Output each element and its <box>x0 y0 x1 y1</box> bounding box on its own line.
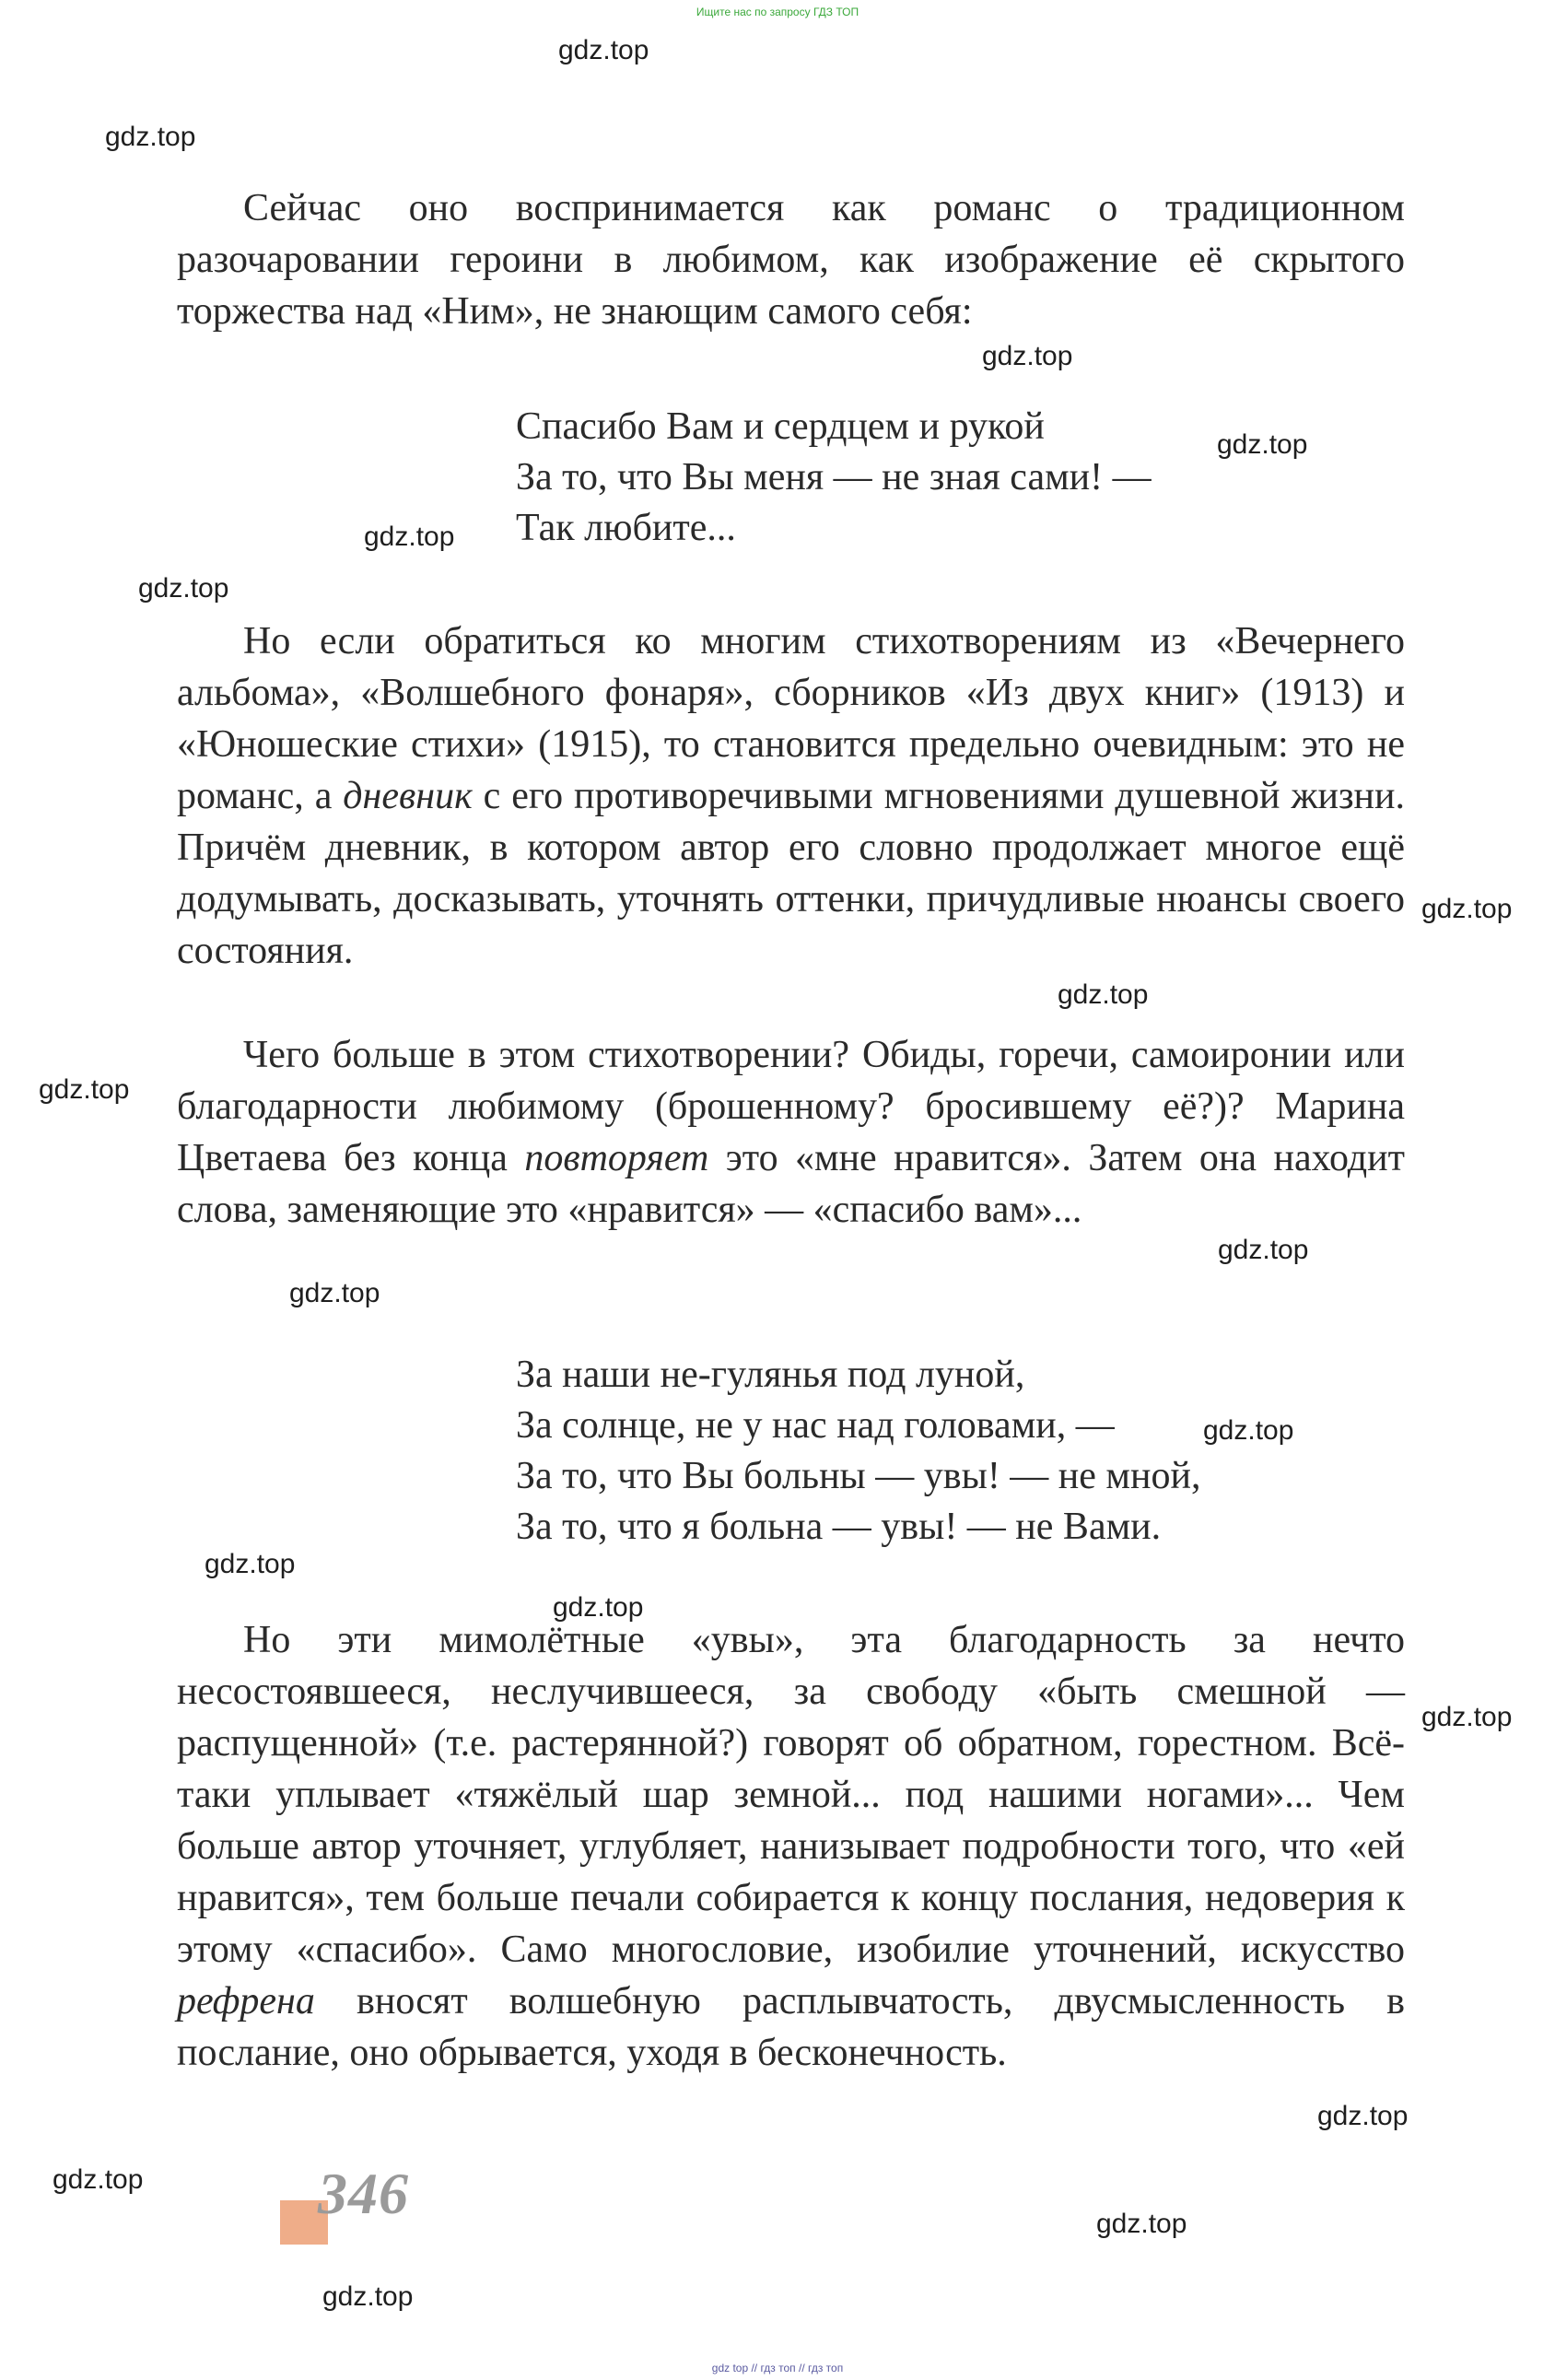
verse-2-line: За наши не-гулянья под луной, <box>516 1354 1025 1396</box>
top-note: Ищите нас по запросу ГДЗ ТОП <box>696 6 859 18</box>
paragraph-3-text-b: это «мне нравится». Затем она находит слова, заменяющие это «нравится» — «спасибо вам»... <box>177 1137 1405 1231</box>
paragraph-4-emphasis: рефрена <box>177 1980 315 2022</box>
page-number: 346 <box>318 2161 409 2226</box>
bottom-note: gdz top // гдз топ // гдз топ <box>711 2362 844 2374</box>
paragraph-4-text-a: Но эти мимолётные «увы», эта благодарность за нечто несостоявшееся, неслучившееся, за свободу «быть смешной — распущенной» (т.е. растерянной?) говорят об обратном, горестном. Всё-таки уплывает «тяжёлый шар земной... под нашими ногами»... Чем больше автор уточняет, углубляет, нанизывает подробности того, что «ей нравится», тем больше печали собирается к концу послания, недоверия к этому «спасибо». Само многословие, изобилие уточнений, искусство <box>177 1619 1405 1971</box>
paragraph-2 <box>177 616 1405 977</box>
watermark: gdz.top <box>322 2281 414 2312</box>
paragraph-3-emphasis: повторяет <box>524 1137 709 1179</box>
watermark: gdz.top <box>1096 2209 1187 2239</box>
watermark: gdz.top <box>1058 979 1149 1010</box>
watermark: gdz.top <box>53 2164 144 2195</box>
watermark: gdz.top <box>364 522 455 552</box>
verse-2-line: За то, что я больна — увы! — не Вами. <box>516 1506 1162 1548</box>
watermark: gdz.top <box>982 341 1073 371</box>
paragraph-2-text-b: с его противоречивыми мгновениями душевной жизни. Причём дневник, в котором автор его словно продолжает многое ещё додумывать, досказывать, уточнять оттенки, причудливые нюансы своего состояния. <box>177 775 1405 972</box>
paragraph-1: Сейчас оно воспринимается как романс о традиционном разочаровании героини в любимом, как изображение её скрытого торжества над «Ним», не знающим самого себя: <box>177 187 1405 333</box>
verse-1-line: Спасибо Вам и сердцем и рукой <box>516 405 1045 448</box>
watermark: gdz.top <box>205 1549 296 1579</box>
paragraph-3 <box>177 1029 1405 1236</box>
watermark: gdz.top <box>138 573 229 604</box>
verse-1 <box>516 402 1152 554</box>
watermark: gdz.top <box>1217 429 1308 460</box>
verse-1-line: Так любите... <box>516 507 736 549</box>
verse-2-line: За солнце, не у нас над головами, — <box>516 1404 1115 1447</box>
verse-1-line: За то, что Вы меня — не зная сами! — <box>516 456 1152 498</box>
watermark: gdz.top <box>553 1592 644 1623</box>
watermark: gdz.top <box>105 122 196 152</box>
paragraph-2-emphasis: дневник <box>343 775 473 817</box>
watermark: gdz.top <box>1317 2101 1409 2131</box>
watermark: gdz.top <box>1421 894 1513 924</box>
verse-2 <box>516 1350 1200 1553</box>
paragraph-4 <box>177 1614 1405 2079</box>
paragraph-2-text-a: Но если обратиться ко многим стихотворениям из «Вечернего альбома», «Волшебного фонаря», сборников «Из двух книг» (1913) и «Юношеские стихи» (1915), то становится предельно очевидным: это не романс, а <box>177 620 1405 817</box>
watermark: gdz.top <box>39 1074 130 1105</box>
watermark: gdz.top <box>289 1278 380 1308</box>
paragraph-3-text-a: Чего больше в этом стихотворении? Обиды, горечи, самоиронии или благодарности любимому (брошенному? бросившему её?)? Марина Цветаева без конца <box>177 1034 1405 1179</box>
watermark: gdz.top <box>1218 1235 1309 1265</box>
watermark: gdz.top <box>558 35 649 65</box>
verse-2-line: За то, что Вы больны — увы! — не мной, <box>516 1455 1201 1497</box>
watermark: gdz.top <box>1421 1702 1513 1732</box>
paragraph-4-text-b: вносят волшебную расплывчатость, двусмысленность в послание, оно обрывается, уходя в бесконечность. <box>177 1980 1405 2074</box>
watermark: gdz.top <box>1203 1415 1294 1446</box>
